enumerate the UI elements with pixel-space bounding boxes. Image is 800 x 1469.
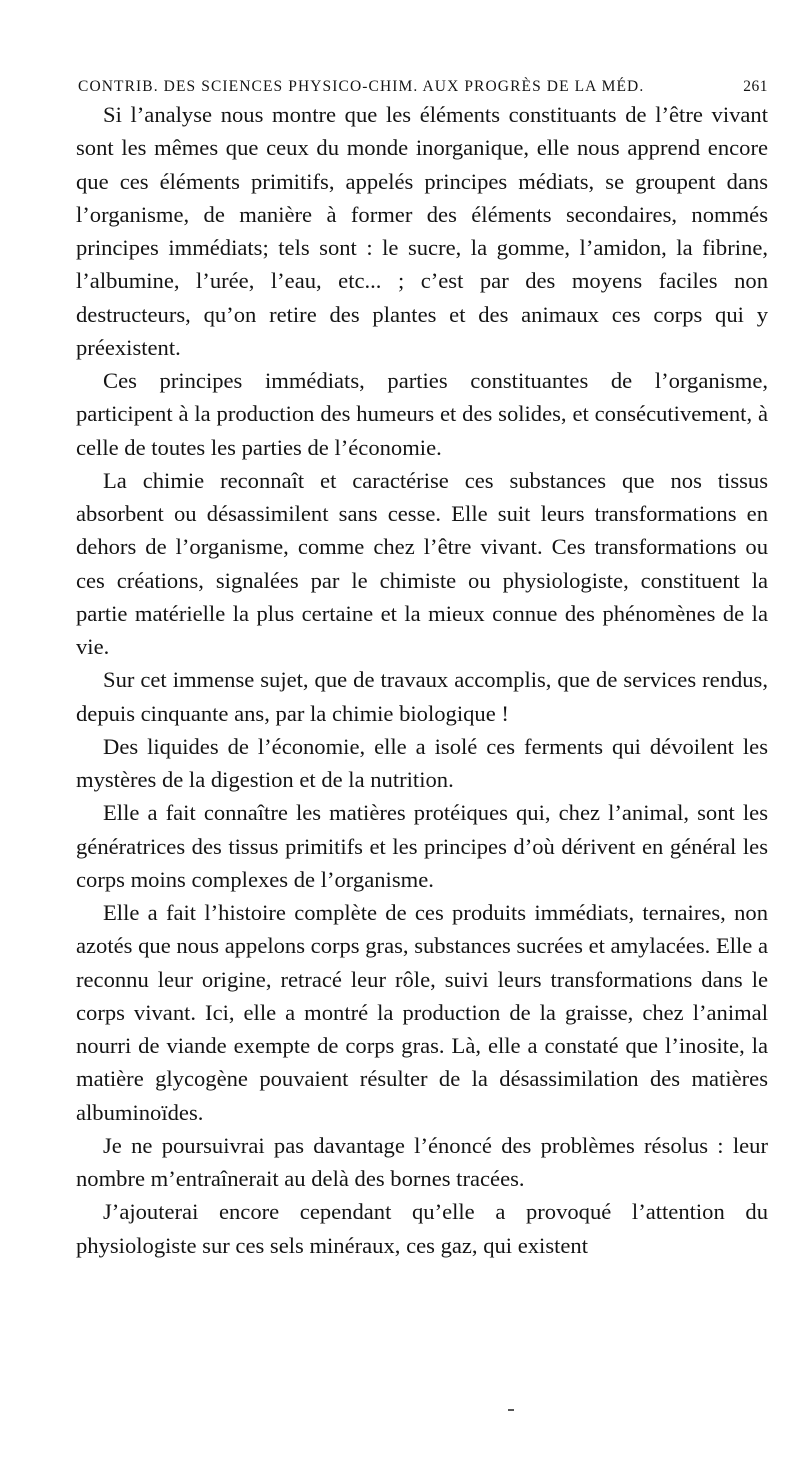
paragraph-3: La chimie reconnaît et caractérise ces substances que nos tissus absorbent ou désassimilent sans cesse. Elle suit leurs transformations en dehors de l’organisme, comme chez l’être vivant. Ces transformations ou ces créations, signalées par le chimiste ou physiologiste, constituent la partie matérielle la plus certaine et la mieux connue des phénomènes de la vie. [76, 467, 768, 659]
running-title: CONTRIB. DES SCIENCES PHYSICO-CHIM. AUX PROGRÈS DE LA MÉD. [78, 78, 645, 95]
paragraph-1: Si l’analyse nous montre que les éléments constituants de l’être vivant sont les mêmes que ceux du monde inorganique, elle nous apprend encore que ces éléments primitifs, appelés principes médiats, se groupent dans l’organisme, de manière à former des éléments secondaires, nommés principes immédiats; tels sont : le sucre, la gomme, l’amidon, la fibrine, l’albumine, l’urée, l’eau, etc... ; c’est par des moyens faciles non destructeurs, qu’on retire des plantes et des animaux ces corps qui y préexistent. [76, 102, 768, 360]
printer-mark [508, 1409, 514, 1411]
paragraph-4: Sur cet immense sujet, que de travaux accomplis, que de services rendus, depuis cinquante ans, par la chimie biologique ! [76, 667, 768, 726]
paragraph-8: Je ne poursuivrai pas davantage l’énoncé des problèmes résolus : leur nombre m’entraînerait au delà des bornes tracées. [76, 1132, 768, 1191]
paragraph-2: Ces principes immédiats, parties constituantes de l’organisme, participent à la production des humeurs et des solides, et consécutivement, à celle de toutes les parties de l’économie. [76, 368, 768, 460]
paragraph-7: Elle a fait l’histoire complète de ces produits immédiats, ternaires, non azotés que nous appelons corps gras, substances sucrées et amylacées. Elle a reconnu leur origine, retracé leur rôle, suivi leurs transformations dans le corps vivant. Ici, elle a montré la production de la graisse, chez l’animal nourri de viande exempte de corps gras. Là, elle a constaté que l’inosite, la matière glycogène pouvaient résulter de la désassimilation des matières albuminoïdes. [76, 900, 768, 1125]
body-text [76, 98, 768, 1262]
paragraph-5: Des liquides de l’économie, elle a isolé ces ferments qui dévoilent les mystères de la digestion et de la nutrition. [76, 733, 768, 792]
running-head [78, 78, 768, 96]
page-number: 261 [743, 78, 768, 95]
paragraph-9: J’ajouterai encore cependant qu’elle a provoqué l’attention du physiologiste sur ces sels minéraux, ces gaz, qui existent [76, 1199, 768, 1258]
paragraph-6: Elle a fait connaître les matières protéiques qui, chez l’animal, sont les génératrices des tissus primitifs et les principes d’où dérivent en général les corps moins complexes de l’organisme. [76, 800, 768, 892]
